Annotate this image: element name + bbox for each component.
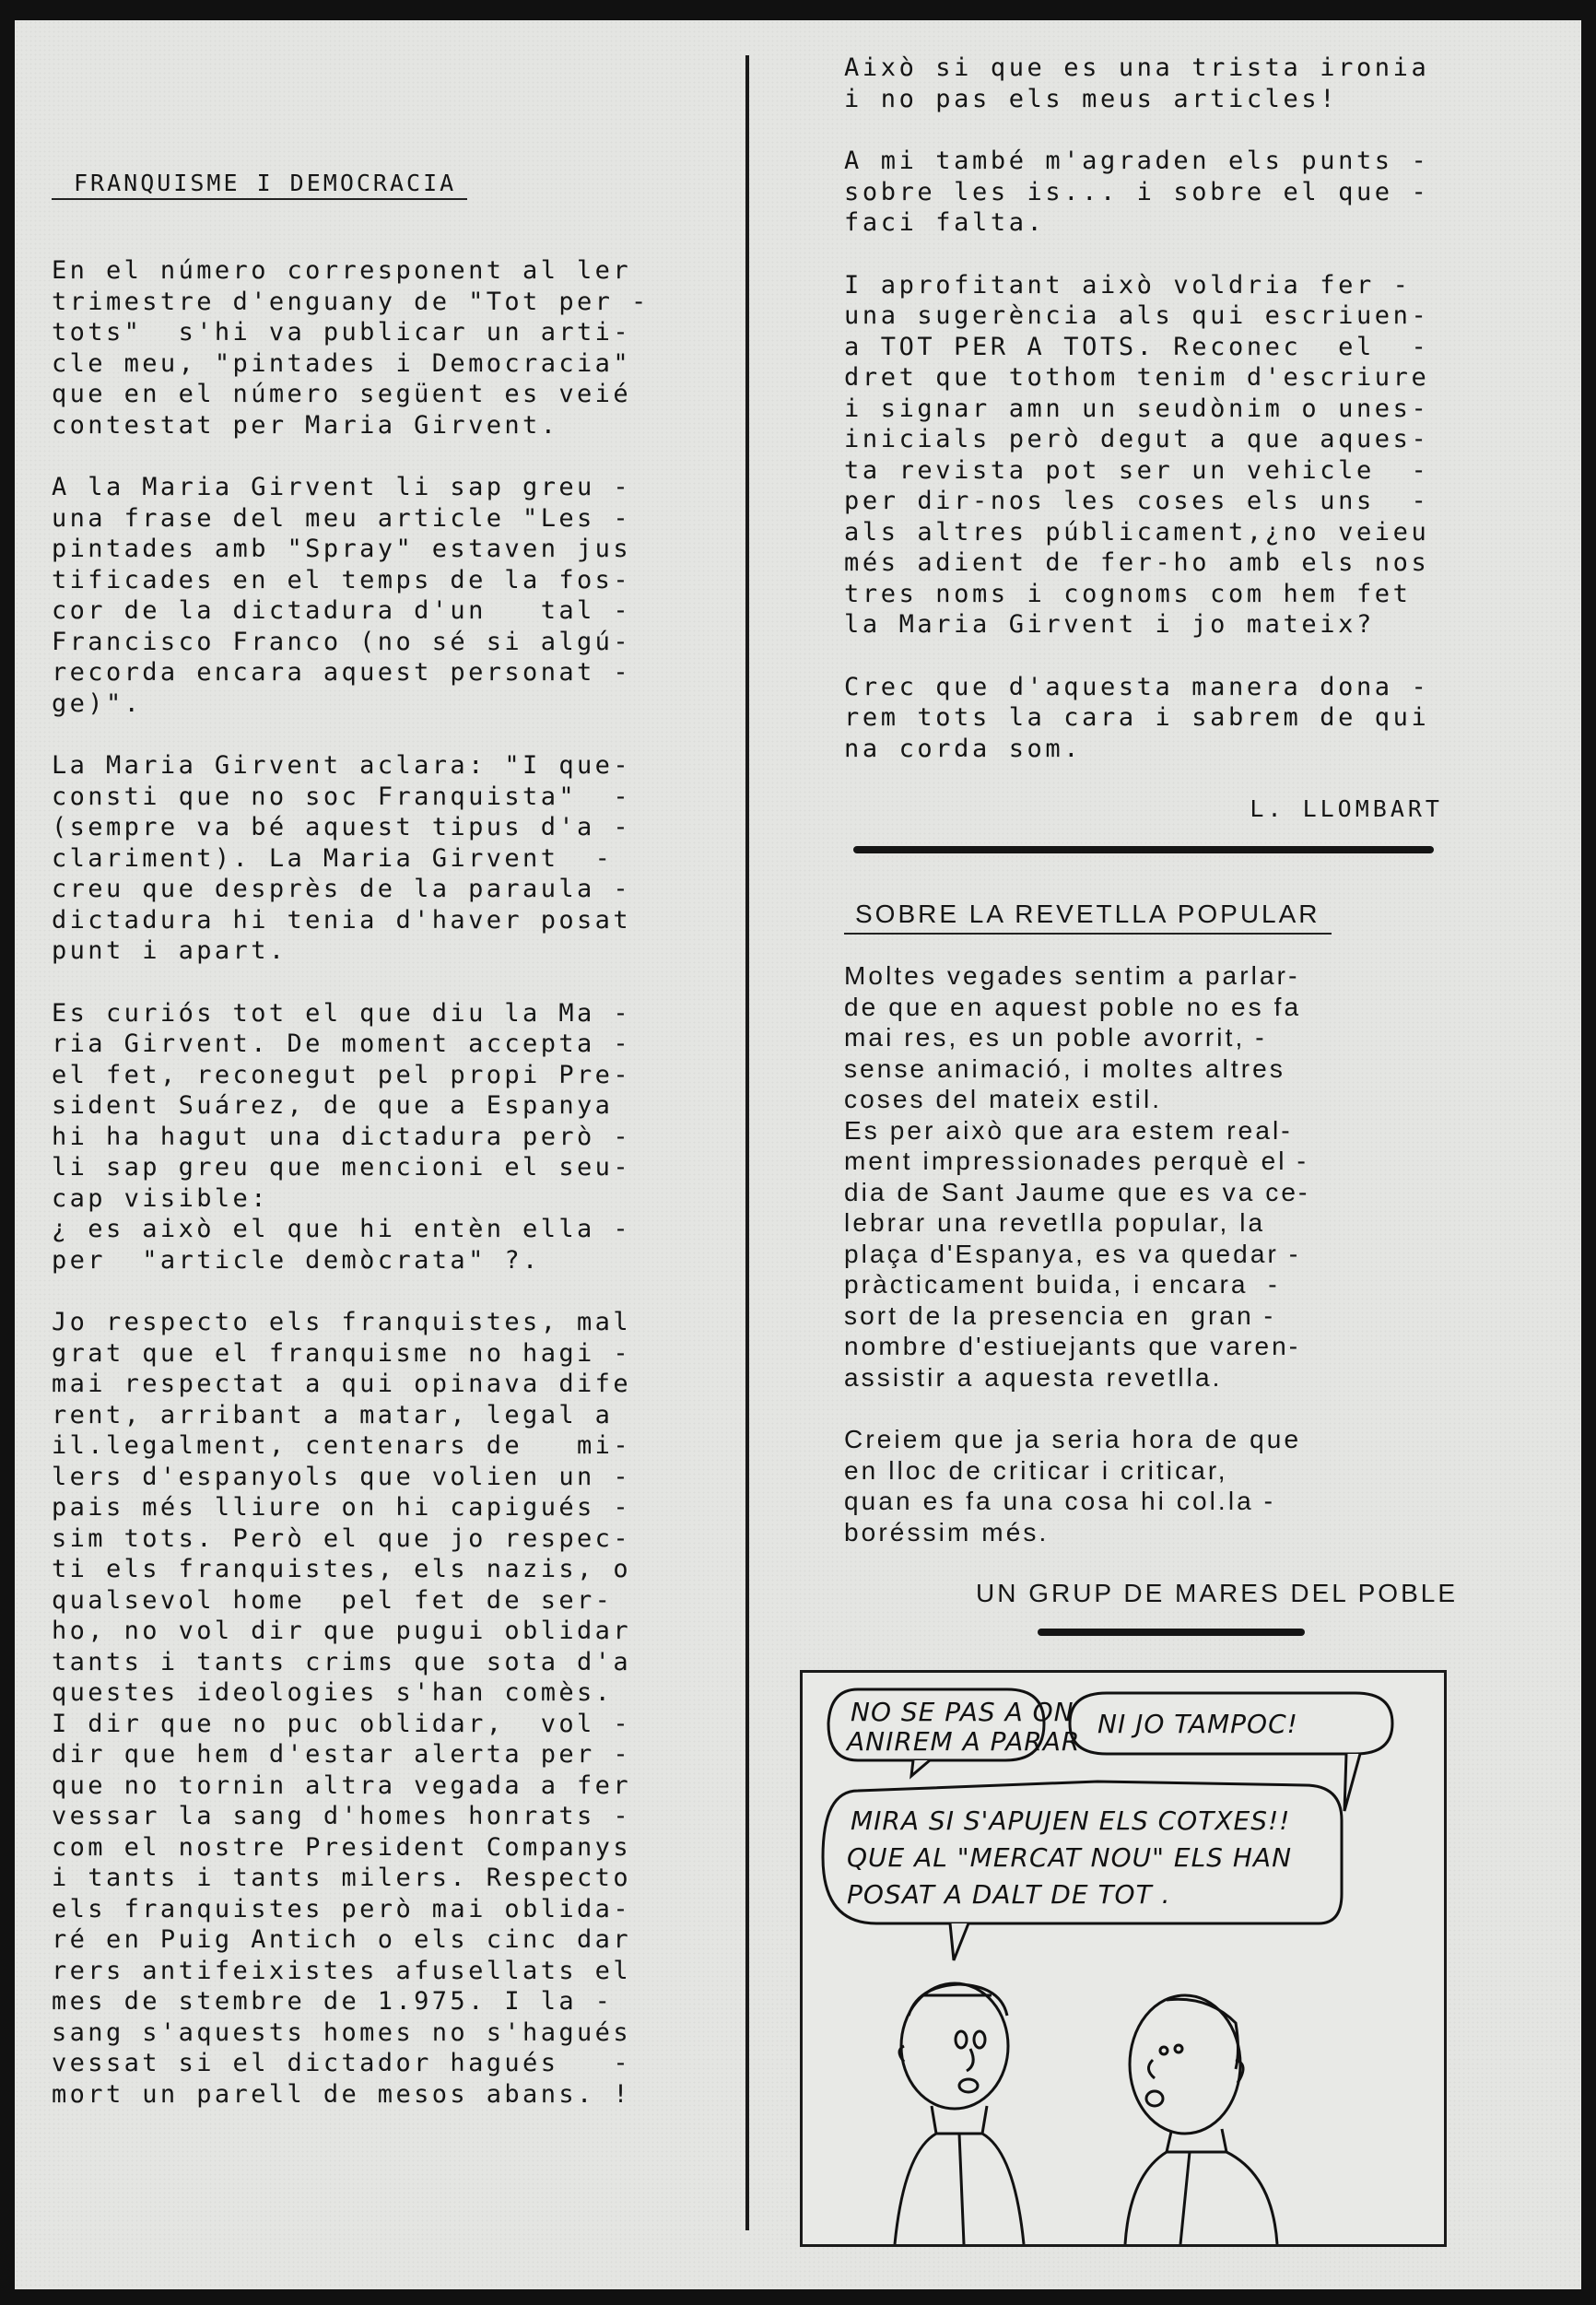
bubble-1-line-2: ANIREM A PARAR	[847, 1726, 1081, 1757]
short-divider	[1038, 1629, 1305, 1636]
cartoon-panel	[800, 1670, 1447, 2247]
article-paragraph: A la Maria Girvent li sap greu - una frase del meu article "Les - pintades amb "Spray" estaven jus tificades en el temps de la fos- cor de la dictadura d'un tal - Francisco Franco (no sé si algú- recorda encara aquest personat - ge)".	[52, 473, 631, 718]
article-paragraph: En el número corresponent al ler trimestre d'enguany de "Tot per - tots" s'hi va publicar un arti- cle meu, "pintades i Democracia" que en el número següent es veié contestat per Maria Girvent.	[52, 256, 650, 440]
section-divider	[853, 846, 1434, 853]
speech-bubble-1	[828, 1689, 1080, 1776]
cartoon-man-left	[895, 1983, 1024, 2244]
article-paragraph: La Maria Girvent aclara: "I que- consti que no soc Franquista" - (sempre va bé aquest tipus d'a - clariment). La Maria Girvent - creu que desprès de la paraula - dictadura hi tenia d'haver posat punt i apart.	[52, 751, 631, 965]
article-title-revetlla: SOBRE LA REVETLLA POPULAR	[844, 900, 1332, 935]
article-paragraph: Això si que es una trista ironia i no pas els meus articles!	[844, 53, 1430, 113]
article-paragraph: Es curiós tot el que diu la Ma - ria Girvent. De moment accepta - el fet, reconegut pel propi Pre- sident Suárez, de que a Espanya hi ha hagut una dictadura però - li sap greu que mencioni el seu- cap visible: ¿ es això el que hi entèn ella - per "article demòcrata" ?.	[52, 998, 631, 1275]
bubble-1-line-1: NO SE PAS A ON	[851, 1697, 1074, 1727]
article-paragraph: Jo respecto els franquistes, mal grat que el franquisme no hagi - mai respectat a qui opinava dife rent, arribant a matar, legal a il.legalment, centenars de mi- lers d'espanyols que volien un - pais més lliure on hi capigués - sim tots. Però el que jo respec- ti els franquistes, els nazis, o qualsevol home pel fet de ser- ho, no vol dir que pugui oblidar tants i tants crims que sota d'a questes ideologies s'han comès. I dir que no puc oblidar, vol - dir que hem d'estar alerta per - que no tornin altra vegada a fer vessar la sang d'homes honrats - com el nostre President Companys i tants i tants milers. Respecto els franquistes però mai oblida- ré en Puig Antich o els cinc dar rers antifeixistes afusellats el mes de stembre de 1.975. I la - sang s'aquests homes no s'hagués vessat si el dictador hagués - mort un parell de mesos abans. !	[52, 1308, 631, 2109]
bubble-3-line-2: QUE AL "MERCAT NOU" ELS HAN	[847, 1842, 1293, 1873]
right-column	[844, 53, 1471, 1651]
cartoon-man-right	[1125, 1995, 1277, 2244]
bubble-3-line-1: MIRA SI S'APUJEN ELS COTXES!!	[851, 1805, 1291, 1836]
newsletter-page	[15, 20, 1581, 2289]
bubble-3-line-3: POSAT A DALT DE TOT .	[847, 1879, 1171, 1910]
bubble-2-line-1: NI JO TAMPOC!	[1097, 1709, 1298, 1739]
left-column	[52, 131, 678, 2141]
article-paragraph: Creiem que ja seria hora de que en lloc de criticar i criticar, quan es fa una cosa hi col.la - boréssim més.	[844, 1425, 1302, 1546]
column-divider	[745, 55, 749, 2230]
article-paragraph: Crec que d'aquesta manera dona - rem tots la cara i sabrem de qui na corda som.	[844, 672, 1430, 763]
article-title-franquisme: FRANQUISME I DEMOCRACIA	[52, 170, 467, 200]
cartoon-drawing	[803, 1673, 1444, 2244]
article-paragraph: Moltes vegades sentim a parlar- de que en aquest poble no es fa mai res, es un poble avorrit, - sense animació, i moltes altres coses del mateix estil. Es per això que ara estem real- ment impressionades perquè el - dia de Sant Jaume que es va ce- lebrar una revetlla popular, la plaça d'Espanya, es va quedar - pràcticament buida, i encara - sort de la presencia en gran - nombre d'estiuejants que varen- assistir a aquesta revetlla.	[844, 961, 1310, 1392]
article-paragraph: A mi també m'agraden els punts - sobre les is... i sobre el que - faci falta.	[844, 147, 1430, 237]
speech-bubble-2	[1070, 1693, 1392, 1811]
speech-bubble-3	[823, 1782, 1342, 1960]
group-signature: UN GRUP DE MARES DEL POBLE	[975, 1579, 1458, 1607]
author-signature: L. LLOMBART	[1250, 795, 1443, 822]
article-paragraph: I aprofitant això voldria fer - una sugerència als qui escriuen- a TOT PER A TOTS. Reconec el - dret que tothom tenim d'escriure i signar amn un seudònim o unes- inicials però degut a que aques- ta revista pot ser un vehicle - per dir-nos les coses els uns - als altres públicament,¿no veieu més adient de fer-ho amb els nos tres noms i cognoms com hem fet la Maria Girvent i jo mateix?	[844, 270, 1430, 639]
